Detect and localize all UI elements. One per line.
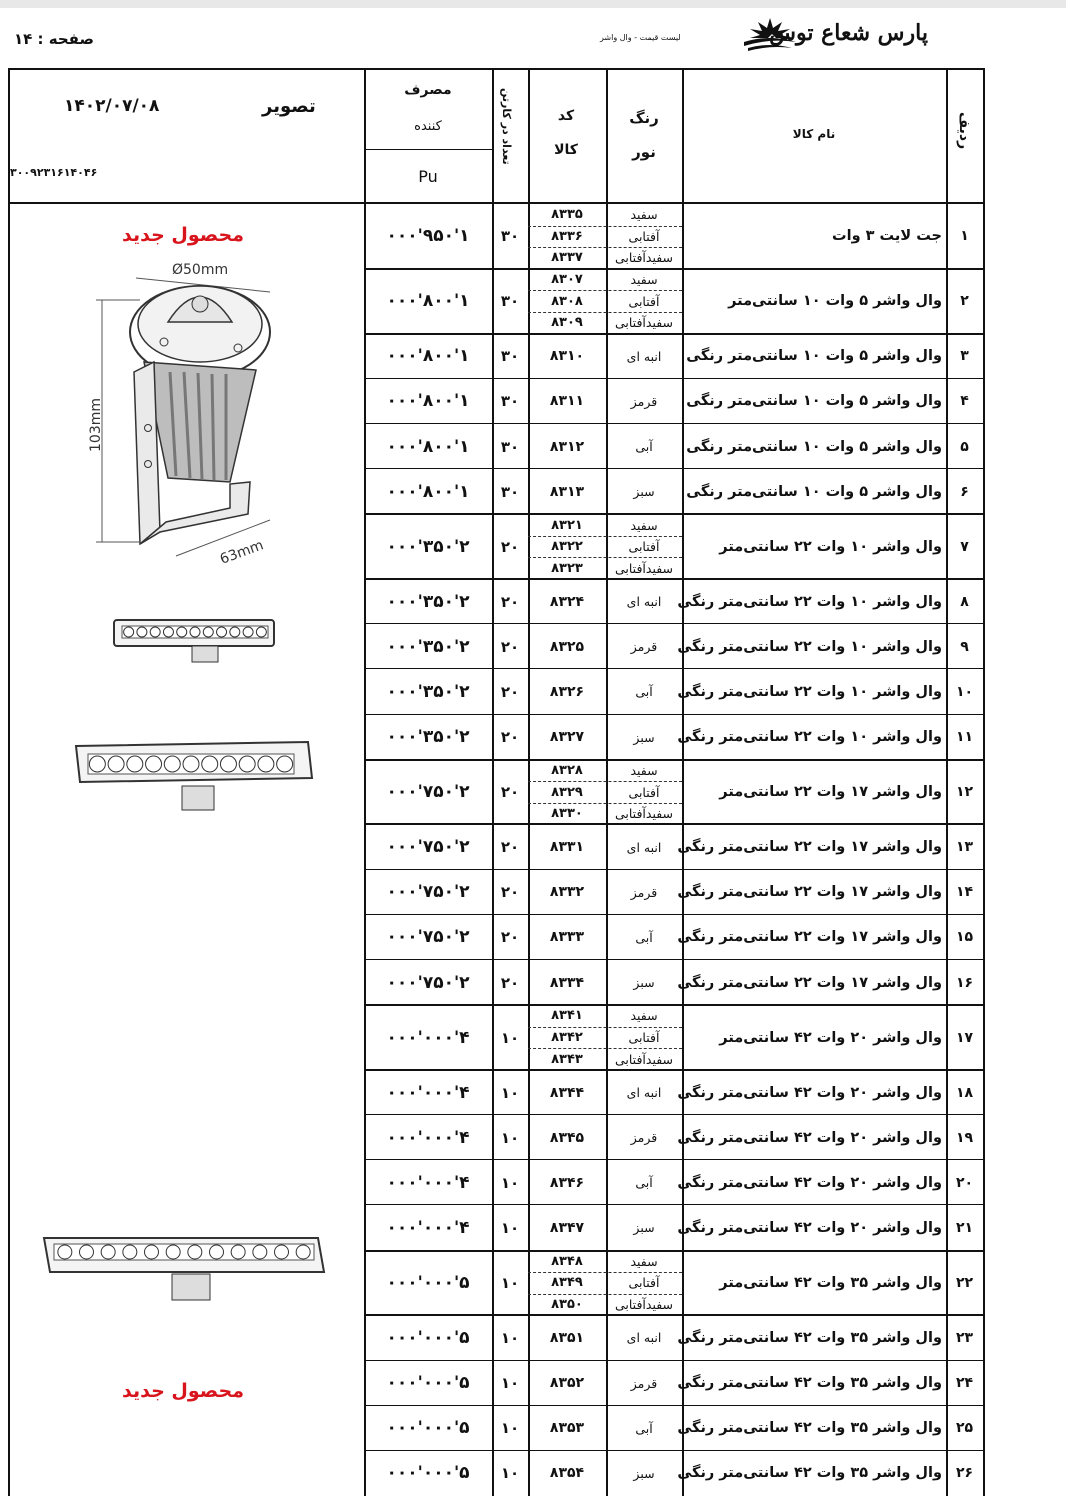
light-color: انبه ای — [626, 594, 662, 610]
row-index: ۱۹ — [955, 1129, 974, 1146]
carton-qty: ۲۰ — [500, 783, 520, 802]
sub-row-divider — [528, 1048, 682, 1049]
light-color: آفتابی — [628, 1030, 660, 1046]
product-code: ۸۳۰۹ — [551, 315, 583, 331]
product-code: ۸۳۰۸ — [551, 293, 583, 309]
consumer-price: ۱'۸۰۰'۰۰۰ — [386, 481, 470, 502]
product-name: وال واشر ۳۵ وات ۴۲ سانتی‌متر رنگی — [677, 1420, 942, 1437]
carton-qty: ۲۰ — [500, 682, 520, 701]
product-name: وال واشر ۲۰ وات ۴۲ سانتی‌متر رنگی — [677, 1174, 942, 1191]
row-index: ۲۵ — [955, 1420, 974, 1437]
consumer-price: ۲'۳۵۰'۰۰۰ — [386, 636, 470, 657]
product-code: ۸۳۴۲ — [551, 1030, 583, 1046]
carton-qty: ۲۰ — [500, 592, 520, 611]
product-name: وال واشر ۵ وات ۱۰ سانتی‌متر رنگی — [686, 393, 942, 410]
consumer-header-1: مصرف — [404, 82, 452, 98]
consumer-price: ۱'۸۰۰'۰۰۰ — [386, 346, 470, 367]
light-color: آبی — [635, 684, 653, 700]
consumer-price: ۴'۰۰۰'۰۰۰ — [386, 1127, 470, 1148]
sub-row-divider — [528, 1272, 682, 1273]
top-bar — [0, 0, 1066, 8]
product-code: ۸۳۲۳ — [551, 560, 583, 576]
light-color: سبز — [633, 1465, 655, 1481]
row-index: ۹ — [960, 638, 969, 655]
consumer-price: ۴'۰۰۰'۰۰۰ — [386, 1217, 470, 1238]
light-color: قرمز — [630, 393, 658, 409]
product-code: ۸۳۴۸ — [551, 1253, 583, 1269]
light-color: سفید — [630, 517, 658, 533]
product-name: وال واشر ۵ وات ۱۰ سانتی‌متر رنگی — [686, 438, 942, 455]
product-code: ۸۳۳۵ — [551, 207, 583, 223]
light-color: انبه ای — [626, 348, 662, 364]
sub-row-divider — [528, 312, 682, 313]
product-code: ۸۳۴۶ — [549, 1174, 585, 1191]
product-name: جت لایت ۳ وات — [832, 228, 942, 245]
consumer-divider — [364, 149, 492, 150]
light-color: قرمز — [630, 639, 658, 655]
product-code: ۸۳۳۱ — [549, 839, 585, 856]
consumer-price: ۲'۷۵۰'۰۰۰ — [386, 972, 470, 993]
product-code: ۸۳۲۷ — [549, 729, 585, 746]
product-name: وال واشر ۲۰ وات ۴۲ سانتی‌متر رنگی — [677, 1219, 942, 1236]
product-code: ۸۳۵۰ — [551, 1297, 583, 1313]
color-header-2: نور — [632, 143, 656, 161]
product-code: ۸۳۱۳ — [549, 483, 585, 500]
product-name: وال واشر ۱۰ وات ۲۲ سانتی‌متر — [719, 538, 942, 555]
sub-row-divider — [528, 290, 682, 291]
light-color: آفتابی — [628, 228, 660, 244]
light-color: سفیدآفتابی — [614, 560, 674, 576]
consumer-price: ۵'۰۰۰'۰۰۰ — [386, 1373, 470, 1394]
row-index: ۲۳ — [955, 1329, 974, 1346]
carton-qty: ۲۰ — [500, 838, 520, 857]
product-code: ۸۳۴۹ — [551, 1275, 583, 1291]
diameter-label: Ø50mm — [172, 262, 229, 278]
consumer-price: ۵'۰۰۰'۰۰۰ — [386, 1272, 470, 1293]
row-index: ۲۴ — [955, 1375, 974, 1392]
product-code: ۸۳۲۴ — [549, 593, 585, 610]
carton-qty: ۲۰ — [500, 883, 520, 902]
carton-qty: ۳۰ — [500, 437, 520, 456]
light-color: سبز — [633, 975, 655, 991]
sub-row-divider — [528, 1027, 682, 1028]
sub-row-divider — [528, 557, 682, 558]
carton-qty: ۳۰ — [500, 227, 520, 246]
light-color: آبی — [635, 929, 653, 945]
row-index: ۱۳ — [955, 839, 974, 856]
product-name: وال واشر ۱۷ وات ۲۲ سانتی‌متر رنگی — [677, 839, 942, 856]
consumer-price: ۵'۰۰۰'۰۰۰ — [386, 1327, 470, 1348]
wall-washer-22cm-drawing — [72, 738, 318, 818]
light-color: قرمز — [630, 884, 658, 900]
consumer-price: ۲'۳۵۰'۰۰۰ — [386, 536, 470, 557]
light-color: قرمز — [630, 1375, 658, 1391]
light-color: سفیدآفتابی — [614, 806, 674, 822]
consumer-price: ۴'۰۰۰'۰۰۰ — [386, 1027, 470, 1048]
light-color: آفتابی — [628, 1275, 660, 1291]
row-header: ردیف — [956, 112, 972, 150]
light-color: سفیدآفتابی — [614, 315, 674, 331]
light-color: آفتابی — [628, 293, 660, 309]
carton-qty: ۳۰ — [500, 347, 520, 366]
light-color: سفید — [630, 207, 658, 223]
carton-qty: ۱۰ — [500, 1273, 520, 1292]
carton-qty: ۲۰ — [500, 928, 520, 947]
light-color: سفید — [630, 272, 658, 288]
phone-number: ۳۰۰۹۲۳۱۶۱۴۰۴۶ — [10, 166, 98, 179]
consumer-price: ۲'۳۵۰'۰۰۰ — [386, 727, 470, 748]
product-name: وال واشر ۵ وات ۱۰ سانتی‌متر رنگی — [686, 348, 942, 365]
name-header: نام کالا — [792, 127, 836, 141]
row-index: ۵ — [960, 438, 969, 455]
product-code: ۸۳۲۸ — [551, 762, 583, 778]
new-product-tag: محصول جدید — [122, 224, 244, 246]
row-index: ۲ — [960, 293, 969, 310]
product-name: وال واشر ۵ وات ۱۰ سانتی‌متر رنگی — [686, 483, 942, 500]
product-name: وال واشر ۱۰ وات ۲۲ سانتی‌متر رنگی — [677, 729, 942, 746]
new-product-tag: محصول جدید — [122, 1380, 244, 1402]
product-code: ۸۳۱۲ — [549, 438, 585, 455]
light-color: آبی — [635, 1420, 653, 1436]
product-code: ۸۳۳۲ — [549, 884, 585, 901]
product-code: ۸۳۴۳ — [551, 1051, 583, 1067]
product-name: وال واشر ۲۰ وات ۴۲ سانتی‌متر رنگی — [677, 1129, 942, 1146]
product-code: ۸۳۲۶ — [549, 683, 585, 700]
sub-row-divider — [528, 1294, 682, 1295]
carton-qty: ۱۰ — [500, 1083, 520, 1102]
carton-qty: ۱۰ — [500, 1419, 520, 1438]
sub-row-divider — [528, 803, 682, 804]
consumer-price: ۴'۰۰۰'۰۰۰ — [386, 1172, 470, 1193]
product-code: ۸۳۴۱ — [551, 1008, 583, 1024]
carton-qty: ۲۰ — [500, 973, 520, 992]
light-color: انبه ای — [626, 839, 662, 855]
carton-qty: ۱۰ — [500, 1218, 520, 1237]
light-color: سفیدآفتابی — [614, 1051, 674, 1067]
product-code: ۸۳۰۷ — [551, 272, 583, 288]
consumer-price: ۲'۷۵۰'۰۰۰ — [386, 927, 470, 948]
carton-qty: ۲۰ — [500, 537, 520, 556]
consumer-price: ۲'۷۵۰'۰۰۰ — [386, 782, 470, 803]
light-color: آفتابی — [628, 539, 660, 555]
product-name: وال واشر ۳۵ وات ۴۲ سانتی‌متر — [719, 1274, 942, 1291]
carton-qty: ۱۰ — [500, 1374, 520, 1393]
row-index: ۲۱ — [955, 1219, 974, 1236]
product-code: ۸۳۳۶ — [551, 228, 583, 244]
code-header-1: کد — [557, 108, 575, 124]
product-code: ۸۳۴۷ — [549, 1219, 585, 1236]
row-index: ۲۰ — [955, 1174, 974, 1191]
carton-qty: ۱۰ — [500, 1464, 520, 1483]
row-index: ۱۸ — [955, 1084, 974, 1101]
row-index: ۷ — [960, 538, 969, 555]
product-name: وال واشر ۱۰ وات ۲۲ سانتی‌متر رنگی — [677, 593, 942, 610]
product-name: وال واشر ۳۵ وات ۴۲ سانتی‌متر رنگی — [677, 1465, 942, 1482]
product-name: وال واشر ۱۰ وات ۲۲ سانتی‌متر رنگی — [677, 638, 942, 655]
row-index: ۲۶ — [955, 1465, 974, 1482]
product-code: ۸۳۵۲ — [549, 1375, 585, 1392]
qty-header: تعداد در کارتن — [500, 88, 513, 165]
product-code: ۸۳۳۷ — [551, 250, 583, 266]
row-index: ۶ — [960, 483, 969, 500]
pu-header: Pu — [418, 166, 438, 186]
light-color: سفید — [630, 1253, 658, 1269]
light-color: آبی — [635, 439, 653, 454]
product-code: ۸۳۲۹ — [551, 784, 583, 800]
code-header-2: کالا — [554, 142, 578, 158]
light-color: سبز — [633, 1220, 655, 1236]
brand-name: پارس شعاع توس — [769, 20, 928, 46]
light-color: سفید — [630, 762, 658, 778]
row-index: ۲۲ — [955, 1274, 974, 1291]
consumer-price: ۵'۰۰۰'۰۰۰ — [386, 1418, 470, 1439]
document-subtitle: لیست قیمت - وال واشر — [600, 33, 681, 42]
carton-qty: ۱۰ — [500, 1028, 520, 1047]
carton-qty: ۳۰ — [500, 392, 520, 411]
consumer-price: ۲'۷۵۰'۰۰۰ — [386, 837, 470, 858]
light-color: آبی — [635, 1175, 653, 1191]
product-name: وال واشر ۳۵ وات ۴۲ سانتی‌متر رنگی — [677, 1375, 942, 1392]
wall-washer-42cm-drawing — [40, 1232, 330, 1306]
product-name: وال واشر ۱۰ وات ۲۲ سانتی‌متر رنگی — [677, 683, 942, 700]
row-index: ۱ — [960, 228, 969, 245]
consumer-price: ۵'۰۰۰'۰۰۰ — [386, 1463, 470, 1484]
light-color: انبه ای — [626, 1330, 662, 1346]
product-code: ۸۳۵۴ — [549, 1465, 585, 1482]
carton-qty: ۲۰ — [500, 637, 520, 656]
light-color: سبز — [633, 484, 655, 500]
row-index: ۱۰ — [955, 683, 974, 700]
carton-qty: ۳۰ — [500, 482, 520, 501]
row-index: ۸ — [960, 593, 969, 610]
jet-light-drawing — [80, 252, 280, 572]
product-code: ۸۳۳۰ — [551, 806, 583, 822]
product-code: ۸۳۴۴ — [549, 1084, 585, 1101]
light-color: سفید — [630, 1008, 658, 1024]
sub-row-divider — [528, 536, 682, 537]
light-color: سفیدآفتابی — [614, 250, 674, 266]
product-code: ۸۳۵۳ — [549, 1420, 585, 1437]
product-name: وال واشر ۱۷ وات ۲۲ سانتی‌متر رنگی — [677, 884, 942, 901]
brand-logo — [742, 14, 932, 54]
page-number: صفحه : ۱۴ — [14, 30, 94, 48]
width-label: 63mm — [217, 537, 266, 568]
sub-row-divider — [528, 226, 682, 227]
product-code: ۸۳۳۴ — [549, 974, 585, 991]
row-index: ۱۷ — [955, 1029, 974, 1046]
consumer-header-2: کننده — [414, 118, 442, 134]
wall-washer-10cm-drawing — [110, 612, 282, 668]
carton-qty: ۱۰ — [500, 1128, 520, 1147]
consumer-price: ۱'۸۰۰'۰۰۰ — [386, 391, 470, 412]
product-name: وال واشر ۲۰ وات ۴۲ سانتی‌متر رنگی — [677, 1084, 942, 1101]
row-index: ۱۵ — [955, 929, 974, 946]
product-name: وال واشر ۵ وات ۱۰ سانتی‌متر — [728, 293, 942, 310]
light-color: آفتابی — [628, 784, 660, 800]
product-code: ۸۳۲۵ — [549, 638, 585, 655]
carton-qty: ۱۰ — [500, 1328, 520, 1347]
consumer-price: ۱'۸۰۰'۰۰۰ — [386, 436, 470, 457]
consumer-price: ۱'۸۰۰'۰۰۰ — [386, 291, 470, 312]
row-index: ۱۶ — [955, 974, 974, 991]
consumer-price: ۲'۳۵۰'۰۰۰ — [386, 681, 470, 702]
row-index: ۱۴ — [955, 884, 974, 901]
row-index: ۱۱ — [955, 729, 974, 746]
row-index: ۳ — [960, 348, 969, 365]
light-color: انبه ای — [626, 1085, 662, 1100]
product-code: ۸۳۳۳ — [549, 929, 585, 946]
light-color: سفیدآفتابی — [614, 1297, 674, 1313]
product-code: ۸۳۲۲ — [551, 539, 583, 555]
light-color: قرمز — [630, 1130, 658, 1146]
product-code: ۸۳۵۱ — [549, 1329, 585, 1346]
product-name: وال واشر ۳۵ وات ۴۲ سانتی‌متر رنگی — [677, 1329, 942, 1346]
consumer-price: ۴'۰۰۰'۰۰۰ — [386, 1082, 470, 1103]
sub-row-divider — [528, 781, 682, 782]
carton-qty: ۱۰ — [500, 1173, 520, 1192]
product-code: ۸۳۱۱ — [549, 393, 585, 410]
color-header-1: رنگ — [629, 109, 659, 127]
product-name: وال واشر ۱۷ وات ۲۲ سانتی‌متر — [719, 784, 942, 801]
row-index: ۴ — [960, 393, 969, 410]
consumer-price: ۲'۳۵۰'۰۰۰ — [386, 591, 470, 612]
image-column-header: تصویر — [262, 96, 316, 117]
height-label: 103mm — [88, 398, 104, 452]
product-code: ۸۳۴۵ — [549, 1129, 585, 1146]
carton-qty: ۲۰ — [500, 728, 520, 747]
sub-row-divider — [528, 247, 682, 248]
product-name: وال واشر ۱۷ وات ۲۲ سانتی‌متر رنگی — [677, 974, 942, 991]
light-color: سبز — [633, 729, 655, 745]
product-code: ۸۳۱۰ — [549, 348, 585, 365]
consumer-price: ۲'۷۵۰'۰۰۰ — [386, 882, 470, 903]
row-index: ۱۲ — [955, 784, 974, 801]
consumer-price: ۱'۹۵۰'۰۰۰ — [386, 226, 470, 247]
document-date: ۱۴۰۲/۰۷/۰۸ — [64, 96, 160, 116]
product-name: وال واشر ۲۰ وات ۴۲ سانتی‌متر — [719, 1029, 942, 1046]
product-name: وال واشر ۱۷ وات ۲۲ سانتی‌متر رنگی — [677, 929, 942, 946]
carton-qty: ۳۰ — [500, 292, 520, 311]
product-code: ۸۳۲۱ — [551, 517, 583, 533]
